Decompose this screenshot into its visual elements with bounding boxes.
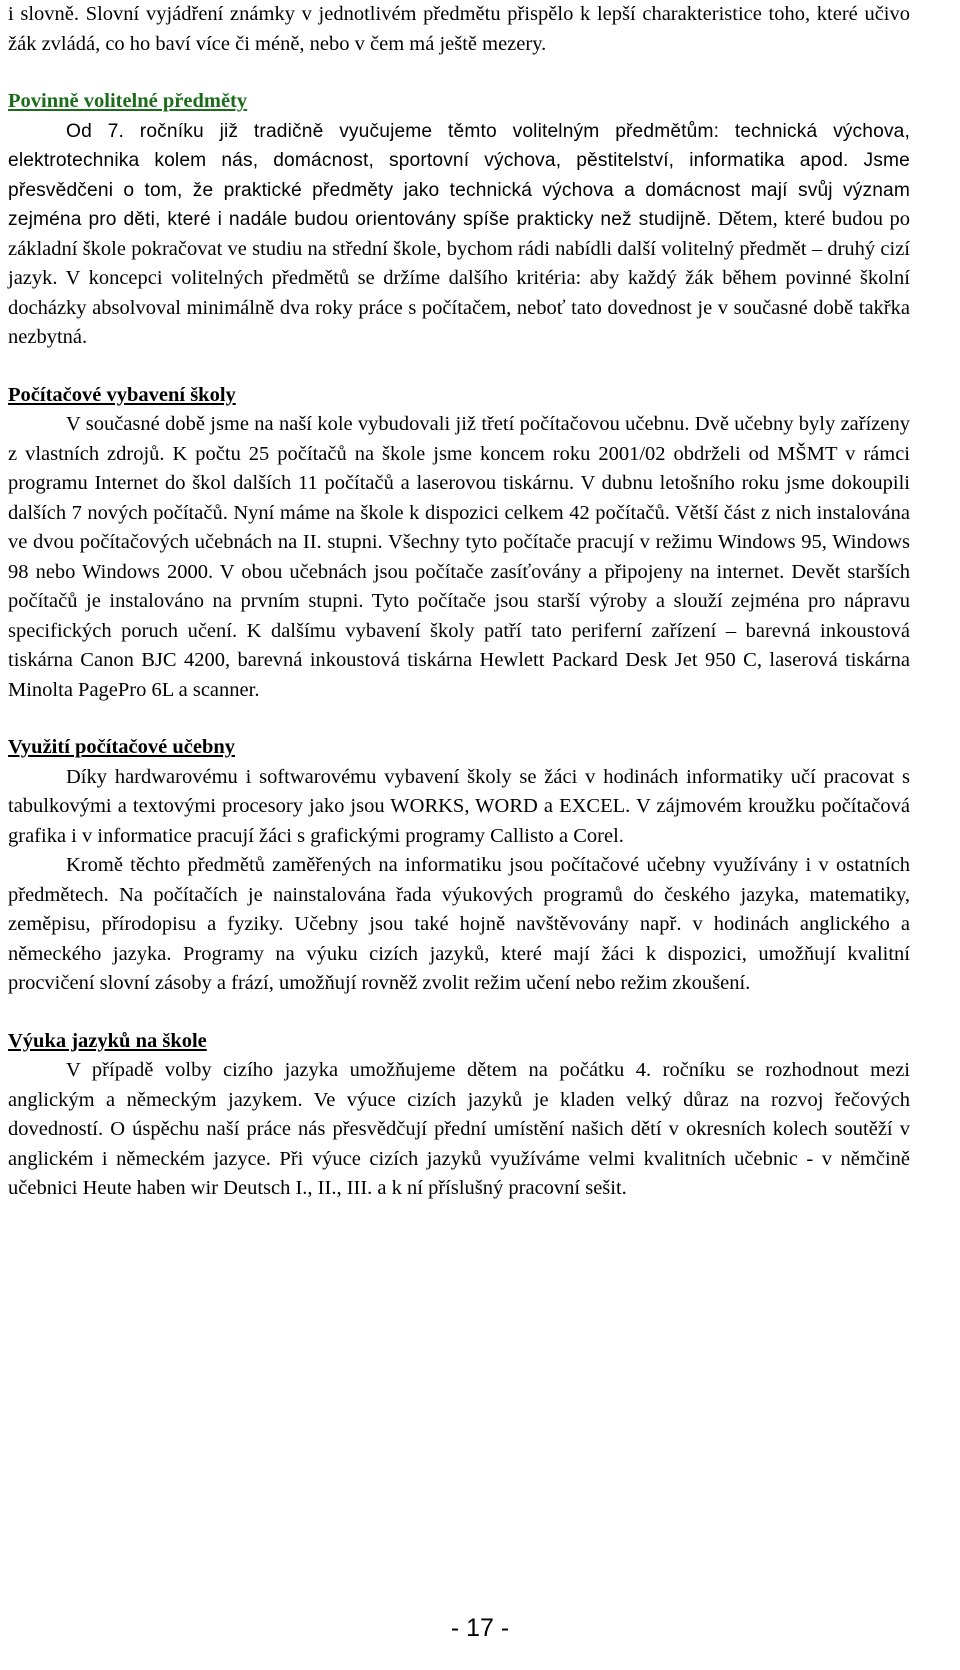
vyuziti-paragraph-1: Díky hardwarovému i softwarovému vybavení školy se žáci v hodinách informatiky učí pracovat s tabulkovými a textovými procesory jako jsou WORKS, WORD a EXCEL. V zájmovém kroužku počítačová grafika i v informatice pracují žáci s grafickými programy Callisto a Corel. xyxy=(8,765,910,847)
section-heading-vyuziti: Využití počítačové učebny xyxy=(8,736,236,758)
spacer xyxy=(8,59,910,87)
spacer xyxy=(8,353,910,381)
spacer xyxy=(8,999,910,1027)
page-number: - 17 - xyxy=(450,1614,510,1642)
section-heading-volitelne: Povinně volitelné předměty xyxy=(8,90,248,112)
volitelne-paragraph xyxy=(8,117,910,353)
jazyky-paragraph: V případě volby cizího jazyka umožňujeme dětem na počátku 4. ročníku se rozhodnout mezi anglickým a německým jazykem. Ve výuce cizích jazyků je kladen velký důraz na rozvoj řečových dovedností. O úspěchu naší práce nás přesvědčují přední umístění našich dětí v okresních kolech soutěží v anglickém i německém jazyce. Při výuce cizích jazyků využíváme velmi kvalitních učebnic - v němčině učebnici Heute haben wir Deutsch I., II., III. a k ní příslušný pracovní sešit. xyxy=(8,1059,910,1199)
section-heading-jazyky: Výuka jazyků na škole xyxy=(8,1029,207,1052)
vybaveni-paragraph: V současné době jsme na naší kole vybudovali již třetí počítačovou učebnu. Dvě učebny byly zařízeny z vlastních zdrojů. K počtu 25 počítačů na škole jsme koncem roku 2001/02 obdrželi od MŠMT v rámci programu Internet do škol dalších 11 počítačů a laserovou tiskárnu. V dubnu letošního roku jsme dokoupili dalších 7 nových počítačů. Nyní máme na škole k dispozici celkem 42 počítačů. Větší část z nich instalována ve dvou počítačových učebnách na II. stupni. Všechny tyto počítače pracují v režimu Windows 95, Windows 98 nebo Windows 2000. V obou učebnách jsou počítače zasíťovány a připojeny na internet. Devět starších počítačů je instalováno na prvním stupni. Tyto počítače jsou starší výroby a slouží zejména pro nápravu specifických poruch učení. K dalšímu vybavení školy patří tato periferní zařízení – barevná inkoustová tiskárna Canon BJC 4200, barevná inkoustová tiskárna Hewlett Packard Desk Jet 950 C, laserová tiskárna Minolta PagePro 6L a scanner. xyxy=(8,413,910,701)
section-heading-vybaveni: Počítačové vybavení školy xyxy=(8,383,236,406)
volitelne-text-part2: Jsme přesvědčeni o tom, že praktické předměty jako technická výchova a domácnost mají svůj význam zejména pro děti, které i nadále budou orientovány spíše prakticky než studijně. xyxy=(8,150,910,230)
volitelne-text-part1: Od 7. ročníku již tradičně vyučujeme těmto volitelným předmětům: technická výchova, elektrotechnika kolem nás, domácnost, sportovní výchova, pěstitelství, informatika apod. xyxy=(8,120,910,171)
vyuziti-paragraph-2: Kromě těchto předmětů zaměřených na informatiku jsou počítačové učebny využívány i v ostatních předmětech. Na počítačích je nainstalována řada výukových programů do českého jazyka, matematiky, zeměpisu, přírodopisu a fyziky. Učebny jsou také hojně navštěvovány např. v hodinách anglického a německého jazyka. Programy na výuku cizích jazyků, které mají žáci k dispozici, umožňují kvalitní procvičení slovní zásoby a frází, umožňují rovněž zvolit režim učení nebo režim zkoušení. xyxy=(8,854,910,994)
volitelne-text-part3: Dětem, které budou po základní škole pokračovat ve studiu na střední škole, bychom rádi nabídli další volitelný předmět – druhý cizí jazyk. V koncepci volitelných předmětů se držíme dalšího kritéria: aby každý žák během povinné školní docházky absolvoval minimálně dva roky práce s počítačem, neboť tato dovednost je v současné době takřka nezbytná. xyxy=(8,208,910,348)
intro-paragraph: i slovně. Slovní vyjádření známky v jednotlivém předmětu přispělo k lepší charakteristice toho, které učivo žák zvládá, co ho baví více či méně, nebo v čem má ještě mezery. xyxy=(8,3,910,55)
spacer xyxy=(8,705,910,733)
document-page xyxy=(8,0,910,1204)
